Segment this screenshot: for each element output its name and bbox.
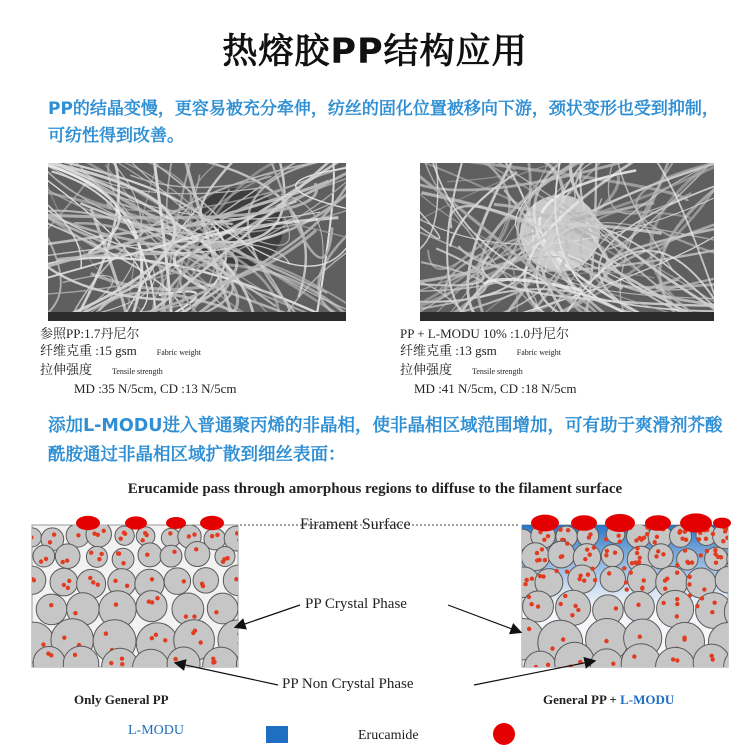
weight-label-en: Fabric weight [516,348,562,357]
weight-label-zh: 纤维克重 :13 gsm [400,343,497,358]
diffusion-diagram [0,505,750,750]
sample-caption-lmodu [400,325,577,397]
intro-paragraph: PP的结晶变慢，更容易被充分牵伸，纺丝的固化位置被移向下游，颈状变形也受到抑制，可纺性得到改善。 [48,99,719,146]
general-pp-block [14,522,272,687]
weight-label-zh: 纤维克重 :15 gsm [40,343,137,358]
page-title: 热熔胶PP结构应用 [222,32,528,72]
tensile-label-en: Tensile strength [112,367,163,376]
sample-name: 参照PP:1.7丹尼尔 [40,326,140,341]
right-block-caption [543,692,674,708]
sem-image-reference-pp [48,163,346,321]
tensile-label-en: Tensile strength [472,367,523,376]
sample-name: PP + L-MODU 10% :1.0丹尼尔 [400,326,569,341]
left-block-caption: Only General PP [74,692,169,707]
legend-lmodu-swatch [266,726,288,743]
tensile-label-zh: 拉伸强度 [400,362,453,377]
right-caption-highlight: L-MODU [620,692,675,707]
crystal-arrow-left [236,605,300,627]
tensile-label-zh: 拉伸强度 [40,362,93,377]
surface-label: Firament Surface [300,516,411,533]
crystal-label: PP Crystal Phase [305,596,407,612]
legend-erucamide-label: Erucamide [358,728,419,743]
noncrystal-label: PP Non Crystal Phase [282,676,414,692]
diffusion-paragraph: 添加L-MODU进入普通聚丙烯的非晶相，使非晶相区域范围增加，可有助于爽滑剂芥酸酰胺通过非晶相区域扩散到细丝表面： [48,416,723,465]
lmodu-pp-block [503,523,750,687]
md-cd-values: MD :35 N/5cm, CD :13 N/5cm [74,381,237,396]
legend-erucamide-dot [493,723,515,745]
weight-label-en: Fabric weight [156,348,202,357]
legend-lmodu-label: L-MODU [128,723,184,738]
right-caption-prefix: General PP + [543,692,621,707]
crystal-arrow-right [448,605,520,632]
md-cd-values: MD :41 N/5cm, CD :18 N/5cm [414,381,577,396]
diagram-title: Erucamide pass through amorphous regions to diffuse to the filament surface [127,481,623,497]
sample-caption-reference [40,325,237,397]
sem-image-lmodu-pp [420,163,714,321]
